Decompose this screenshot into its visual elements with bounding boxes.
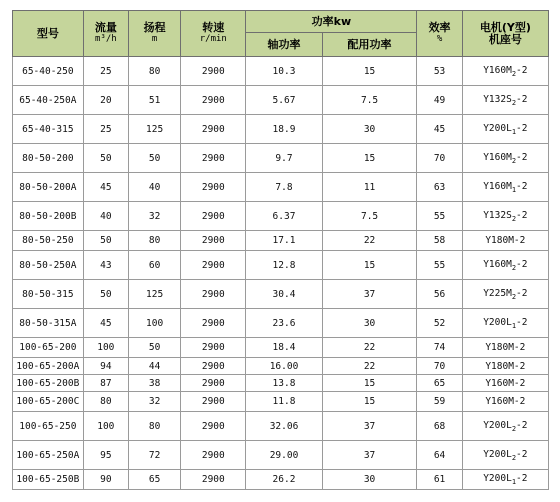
table-row <box>13 470 549 490</box>
cell-flow: 90 <box>83 470 128 490</box>
header-efficiency-label: 效率 <box>428 21 451 34</box>
cell-head: 50 <box>128 144 180 173</box>
cell-efficiency: 56 <box>417 280 462 309</box>
cell-speed: 2900 <box>181 231 246 251</box>
cell-efficiency: 74 <box>417 338 462 358</box>
cell-motor: $Y160M_2-2$ <box>462 144 548 173</box>
cell-efficiency: 70 <box>417 144 462 173</box>
cell-head: 72 <box>128 441 180 470</box>
cell-matched-power: 15 <box>322 375 417 392</box>
cell-speed: 2900 <box>181 375 246 392</box>
cell-efficiency: 55 <box>417 202 462 231</box>
table-row <box>13 144 549 173</box>
cell-head: 100 <box>128 309 180 338</box>
cell-shaft-power: 5.67 <box>246 86 322 115</box>
cell-head: 125 <box>128 115 180 144</box>
cell-efficiency: 59 <box>417 392 462 412</box>
cell-speed: 2900 <box>181 86 246 115</box>
cell-speed: 2900 <box>181 412 246 441</box>
cell-speed: 2900 <box>181 173 246 202</box>
header-shaft-power: 轴功率 <box>246 33 322 57</box>
cell-efficiency: 52 <box>417 309 462 338</box>
cell-shaft-power: 29.00 <box>246 441 322 470</box>
cell-efficiency: 64 <box>417 441 462 470</box>
pump-spec-table <box>12 10 549 490</box>
cell-shaft-power: 10.3 <box>246 57 322 86</box>
cell-flow: 94 <box>83 358 128 375</box>
header-efficiency <box>417 11 462 57</box>
cell-speed: 2900 <box>181 309 246 338</box>
cell-flow: 50 <box>83 144 128 173</box>
cell-matched-power: 11 <box>322 173 417 202</box>
cell-head: 60 <box>128 251 180 280</box>
cell-speed: 2900 <box>181 338 246 358</box>
cell-matched-power: 37 <box>322 412 417 441</box>
cell-speed: 2900 <box>181 441 246 470</box>
table-row <box>13 375 549 392</box>
cell-model: 65-40-250 <box>13 57 84 86</box>
cell-speed: 2900 <box>181 392 246 412</box>
cell-matched-power: 15 <box>322 392 417 412</box>
cell-flow: 87 <box>83 375 128 392</box>
cell-shaft-power: 26.2 <box>246 470 322 490</box>
table-row <box>13 231 549 251</box>
cell-shaft-power: 18.9 <box>246 115 322 144</box>
cell-model: 80-50-250A <box>13 251 84 280</box>
cell-model: 65-40-315 <box>13 115 84 144</box>
cell-shaft-power: 6.37 <box>246 202 322 231</box>
cell-head: 80 <box>128 57 180 86</box>
cell-motor: $Y200L_1-2$ <box>462 115 548 144</box>
cell-speed: 2900 <box>181 115 246 144</box>
cell-flow: 45 <box>83 173 128 202</box>
header-head-unit: m <box>151 34 158 44</box>
cell-motor: $Y160M_2-2$ <box>462 251 548 280</box>
cell-motor: $Y160M_2-2$ <box>462 57 548 86</box>
cell-motor: $Y225M_2-2$ <box>462 280 548 309</box>
cell-head: 65 <box>128 470 180 490</box>
table-row <box>13 358 549 375</box>
cell-shaft-power: 9.7 <box>246 144 322 173</box>
cell-head: 51 <box>128 86 180 115</box>
cell-motor: Y180M-2 <box>462 338 548 358</box>
cell-efficiency: 58 <box>417 231 462 251</box>
cell-speed: 2900 <box>181 251 246 280</box>
header-motor-line1: 电机(Y型) <box>479 20 531 34</box>
cell-matched-power: 22 <box>322 358 417 375</box>
header-head-label: 扬程 <box>143 21 166 34</box>
cell-motor: $Y200L_2-2$ <box>462 441 548 470</box>
cell-shaft-power: 23.6 <box>246 309 322 338</box>
cell-model: 80-50-315A <box>13 309 84 338</box>
cell-shaft-power: 17.1 <box>246 231 322 251</box>
cell-flow: 50 <box>83 280 128 309</box>
header-power: 功率kw <box>246 11 417 33</box>
header-flow-unit: m³/h <box>94 34 117 44</box>
cell-speed: 2900 <box>181 144 246 173</box>
cell-speed: 2900 <box>181 202 246 231</box>
cell-flow: 100 <box>83 412 128 441</box>
cell-model: 80-50-200A <box>13 173 84 202</box>
cell-model: 100-65-250B <box>13 470 84 490</box>
cell-matched-power: 22 <box>322 231 417 251</box>
table-header <box>13 11 549 57</box>
table-row <box>13 392 549 412</box>
header-head <box>128 11 180 57</box>
header-speed <box>181 11 246 57</box>
cell-model: 80-50-250 <box>13 231 84 251</box>
cell-model: 100-65-250A <box>13 441 84 470</box>
cell-matched-power: 7.5 <box>322 202 417 231</box>
cell-model: 65-40-250A <box>13 86 84 115</box>
cell-efficiency: 68 <box>417 412 462 441</box>
cell-motor: $Y200L_2-2$ <box>462 412 548 441</box>
cell-flow: 45 <box>83 309 128 338</box>
header-motor <box>462 11 548 57</box>
table-row <box>13 412 549 441</box>
cell-motor: $Y132S_2-2$ <box>462 86 548 115</box>
header-motor-line2: 机座号 <box>488 32 522 46</box>
cell-efficiency: 49 <box>417 86 462 115</box>
cell-efficiency: 70 <box>417 358 462 375</box>
cell-flow: 40 <box>83 202 128 231</box>
cell-motor: $Y200L_1-2$ <box>462 470 548 490</box>
cell-head: 38 <box>128 375 180 392</box>
cell-shaft-power: 7.8 <box>246 173 322 202</box>
cell-flow: 43 <box>83 251 128 280</box>
cell-matched-power: 15 <box>322 144 417 173</box>
cell-shaft-power: 18.4 <box>246 338 322 358</box>
cell-efficiency: 53 <box>417 57 462 86</box>
table-row <box>13 280 549 309</box>
cell-motor: Y180M-2 <box>462 358 548 375</box>
cell-flow: 25 <box>83 115 128 144</box>
cell-head: 50 <box>128 338 180 358</box>
cell-matched-power: 30 <box>322 470 417 490</box>
cell-flow: 95 <box>83 441 128 470</box>
table-row <box>13 441 549 470</box>
cell-efficiency: 65 <box>417 375 462 392</box>
cell-efficiency: 61 <box>417 470 462 490</box>
cell-flow: 25 <box>83 57 128 86</box>
cell-matched-power: 15 <box>322 57 417 86</box>
table-row <box>13 86 549 115</box>
cell-motor: $Y200L_1-2$ <box>462 309 548 338</box>
cell-model: 100-65-200C <box>13 392 84 412</box>
table-row <box>13 338 549 358</box>
cell-matched-power: 37 <box>322 441 417 470</box>
cell-matched-power: 7.5 <box>322 86 417 115</box>
cell-head: 44 <box>128 358 180 375</box>
table-row <box>13 202 549 231</box>
cell-speed: 2900 <box>181 280 246 309</box>
header-speed-unit: r/min <box>199 34 227 44</box>
header-model: 型号 <box>13 11 84 57</box>
pump-spec-table-container <box>12 10 549 490</box>
cell-matched-power: 30 <box>322 115 417 144</box>
table-body <box>13 57 549 490</box>
cell-motor: $Y160M_1-2$ <box>462 173 548 202</box>
cell-model: 80-50-200B <box>13 202 84 231</box>
cell-motor: Y160M-2 <box>462 375 548 392</box>
cell-speed: 2900 <box>181 57 246 86</box>
cell-head: 32 <box>128 392 180 412</box>
cell-matched-power: 15 <box>322 251 417 280</box>
cell-matched-power: 30 <box>322 309 417 338</box>
header-matched-power: 配用功率 <box>322 33 417 57</box>
cell-head: 125 <box>128 280 180 309</box>
cell-efficiency: 55 <box>417 251 462 280</box>
header-efficiency-unit: % <box>436 34 443 44</box>
cell-flow: 100 <box>83 338 128 358</box>
cell-head: 32 <box>128 202 180 231</box>
cell-head: 80 <box>128 412 180 441</box>
cell-head: 40 <box>128 173 180 202</box>
header-flow <box>83 11 128 57</box>
cell-model: 80-50-315 <box>13 280 84 309</box>
cell-flow: 20 <box>83 86 128 115</box>
table-row <box>13 309 549 338</box>
cell-shaft-power: 11.8 <box>246 392 322 412</box>
cell-model: 80-50-200 <box>13 144 84 173</box>
cell-motor: Y180M-2 <box>462 231 548 251</box>
cell-shaft-power: 32.06 <box>246 412 322 441</box>
cell-motor: $Y132S_2-2$ <box>462 202 548 231</box>
cell-model: 100-65-200A <box>13 358 84 375</box>
cell-model: 100-65-200B <box>13 375 84 392</box>
cell-efficiency: 63 <box>417 173 462 202</box>
cell-flow: 80 <box>83 392 128 412</box>
cell-head: 80 <box>128 231 180 251</box>
cell-matched-power: 37 <box>322 280 417 309</box>
table-row <box>13 115 549 144</box>
cell-matched-power: 22 <box>322 338 417 358</box>
table-row <box>13 173 549 202</box>
cell-speed: 2900 <box>181 358 246 375</box>
cell-model: 100-65-200 <box>13 338 84 358</box>
cell-shaft-power: 30.4 <box>246 280 322 309</box>
table-row <box>13 251 549 280</box>
table-row <box>13 57 549 86</box>
header-flow-label: 流量 <box>94 21 117 34</box>
cell-shaft-power: 16.00 <box>246 358 322 375</box>
cell-shaft-power: 13.8 <box>246 375 322 392</box>
cell-flow: 50 <box>83 231 128 251</box>
cell-shaft-power: 12.8 <box>246 251 322 280</box>
cell-efficiency: 45 <box>417 115 462 144</box>
cell-model: 100-65-250 <box>13 412 84 441</box>
cell-speed: 2900 <box>181 470 246 490</box>
header-speed-label: 转速 <box>202 21 225 34</box>
cell-motor: Y160M-2 <box>462 392 548 412</box>
